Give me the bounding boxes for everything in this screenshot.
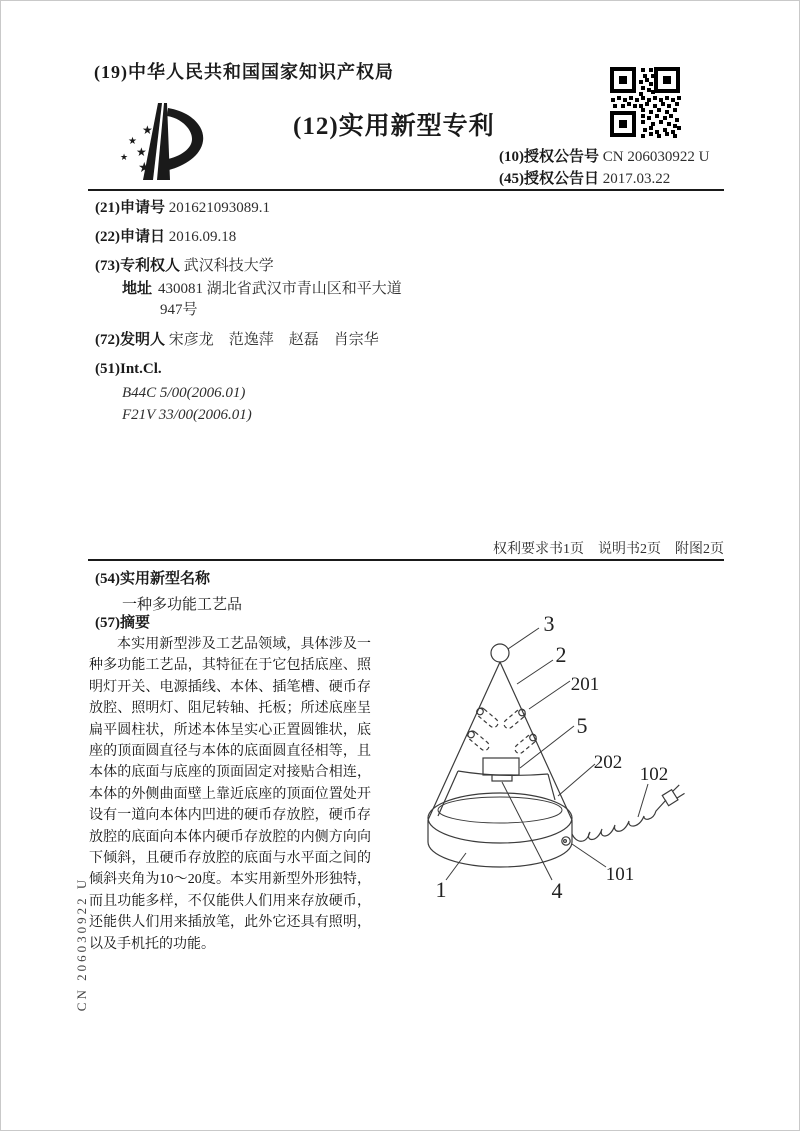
application-date-row [95,227,415,248]
figure-label-5: 5 [576,713,588,738]
application-date-value: 2016.09.18 [168,229,237,245]
publication-info [499,146,709,190]
figure-label-2: 2 [555,642,567,667]
publication-number-label: (10)授权公告号 [499,149,599,165]
abstract-text: 本实用新型涉及工艺品领域，具体涉及一种多功能工艺品，其特征在于它包括底座、照明灯开关、电源插线、本体、插笔槽、硬币存放腔、照明灯、阻尼转轴、托板；所述底座呈扁平圆柱状，所述本体呈实心正置圆锥状，底座的顶面圆直径与本体的底面圆直径相等，且本体的底面与底座的顶面固定对接贴合相连，本体的外侧曲面壁上靠近底座的顶面位置处开设有一道向本体内凹进的硬币存放腔，硬币存放腔的底面向本体内硬币存放腔的内侧方向向下倾斜，且硬币存放腔的底面与水平面之间的倾斜夹角为10～20度。本实用新型外形独特，而且功能多样，不仅能供人们用来存放硬币，还能供人们用来插放笔，此外它还具有照明，以及手机托的功能。 [89,637,371,952]
application-date-label: (22)申请日 [95,229,165,245]
svg-text:★: ★ [142,123,153,137]
patent-drawing [396,604,726,916]
svg-text:★: ★ [138,161,151,176]
figure-label-3: 3 [543,611,555,636]
publication-number-value: CN 206030922 U [602,149,710,165]
intcl-code-2: F21V 33/00(2006.01) [122,407,252,423]
utility-model-title-section [95,567,242,614]
header-divider [88,189,724,191]
address-row [122,279,416,321]
figure-label-4: 4 [551,878,563,903]
patentee-row [95,256,415,277]
application-number-label: (21)申请号 [95,200,165,216]
address-value: 430081 湖北省武汉市青山区和平大道947号 [158,281,402,318]
section-divider [88,559,724,561]
svg-text:★: ★ [128,136,137,147]
inventors-row [95,330,415,351]
publication-date-label: (45)授权公告日 [499,171,599,187]
cnipa-logo-icon [112,98,216,192]
publication-date-value: 2017.03.22 [602,171,671,187]
figure-label-202: 202 [593,752,623,773]
address-label: 地址 [122,281,153,297]
application-number-value: 201621093089.1 [168,200,270,216]
bibliographic-data [95,198,415,426]
figure-label-101: 101 [605,864,635,885]
intcl-code-1: B44C 5/00(2006.01) [122,385,246,401]
publication-date-row [499,168,709,190]
publication-number-row [499,146,709,168]
figure-label-102: 102 [639,764,669,785]
abstract-label: (57)摘要 [95,615,150,631]
intcl-row [95,359,415,380]
application-number-row [95,198,415,219]
inventors-label: (72)发明人 [95,332,165,348]
title-label: (54)实用新型名称 [95,571,210,587]
patentee-value: 武汉科技大学 [183,258,274,274]
svg-text:★: ★ [136,145,147,159]
inventors-value: 宋彦龙 范逸萍 赵磊 肖宗华 [168,332,379,348]
svg-text:★: ★ [120,152,129,162]
figure-label-201: 201 [570,674,600,695]
patentee-label: (73)专利权人 [95,258,180,274]
vertical-document-id: CN 206030922 U [74,876,89,1012]
pages-summary: 权利要求书1页 说明书2页 附图2页 [493,542,724,557]
utility-model-title: 一种多功能工艺品 [122,597,243,613]
qr-code-icon [609,66,681,138]
figure-label-1: 1 [435,877,447,902]
document-type-title: (12)实用新型专利 [293,113,495,140]
patent-office-name: (19)中华人民共和国国家知识产权局 [94,62,394,82]
intcl-label: (51)Int.Cl. [95,361,162,377]
